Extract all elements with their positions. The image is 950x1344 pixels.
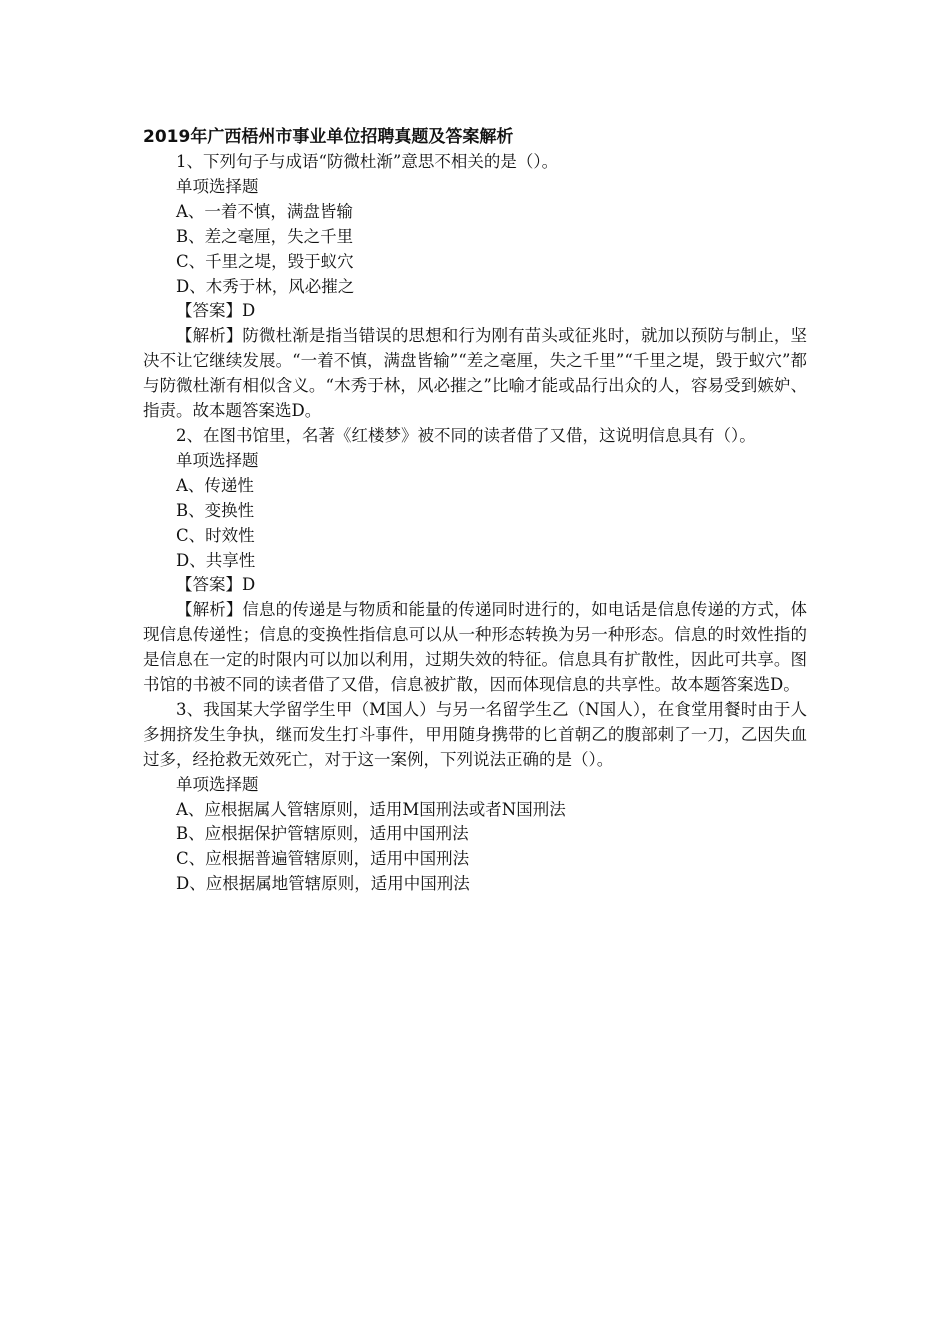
question-type: 单项选择题 xyxy=(176,450,259,470)
question-3 xyxy=(143,698,807,897)
option-c: C、千里之堤，毁于蚁穴 xyxy=(176,251,354,271)
question-stem: 3、我国某大学留学生甲（M国人）与另一名留学生乙（N国人），在食堂用餐时由于人多拥挤发生争执，继而发生打斗事件，甲用随身携带的匕首朝乙的腹部刺了一刀，乙因失血过多，经抢救无效死亡，对于这一案例，下列说法正确的是（）。 xyxy=(143,699,807,769)
document-page xyxy=(143,124,807,897)
option-b: B、变换性 xyxy=(176,500,255,520)
option-a: A、一着不慎，满盘皆输 xyxy=(176,201,353,221)
option-d: D、应根据属地管辖原则，适用中国刑法 xyxy=(176,874,470,894)
document-title: 2019年广西梧州市事业单位招聘真题及答案解析 xyxy=(143,127,514,147)
option-c: C、时效性 xyxy=(176,525,255,545)
question-stem: 2、在图书馆里，名著《红楼梦》被不同的读者借了又借，这说明信息具有（）。 xyxy=(176,425,756,445)
question-type: 单项选择题 xyxy=(176,176,259,196)
option-a: A、应根据属人管辖原则，适用M国刑法或者N国刑法 xyxy=(176,799,566,819)
question-stem: 1、下列句子与成语“防微杜渐”意思不相关的是（）。 xyxy=(176,152,559,171)
option-d: D、木秀于林，风必摧之 xyxy=(176,276,355,296)
option-b: B、差之毫厘，失之千里 xyxy=(176,226,354,246)
analysis: 【解析】信息的传递是与物质和能量的传递同时进行的，如电话是信息传递的方式，体现信息传递性；信息的变换性指信息可以从一种形态转换为另一种形态。信息的时效性指的是信息在一定的时限内可以加以利用，过期失效的特征。信息具有扩散性，因此可共享。图书馆的书被不同的读者借了又借，信息被扩散，因而体现信息的共享性。故本题答案选D。 xyxy=(143,600,807,695)
answer: 【答案】D xyxy=(176,301,256,321)
question-2 xyxy=(143,424,807,698)
analysis: 【解析】防微杜渐是指当错误的思想和行为刚有苗头或征兆时，就加以预防与制止，坚决不让它继续发展。“一着不慎，满盘皆输”“差之毫厘，失之千里”“千里之堤，毁于蚁穴”都与防微杜渐有相似含义。“木秀于林，风必摧之”比喻才能或品行出众的人，容易受到嫉妒、指责。故本题答案选D。 xyxy=(143,326,807,421)
answer: 【答案】D xyxy=(176,575,256,595)
question-type: 单项选择题 xyxy=(176,774,259,794)
option-a: A、传递性 xyxy=(176,475,254,495)
option-c: C、应根据普遍管辖原则，适用中国刑法 xyxy=(176,849,470,869)
question-1 xyxy=(143,150,807,424)
option-b: B、应根据保护管辖原则，适用中国刑法 xyxy=(176,824,469,844)
option-d: D、共享性 xyxy=(176,550,256,570)
